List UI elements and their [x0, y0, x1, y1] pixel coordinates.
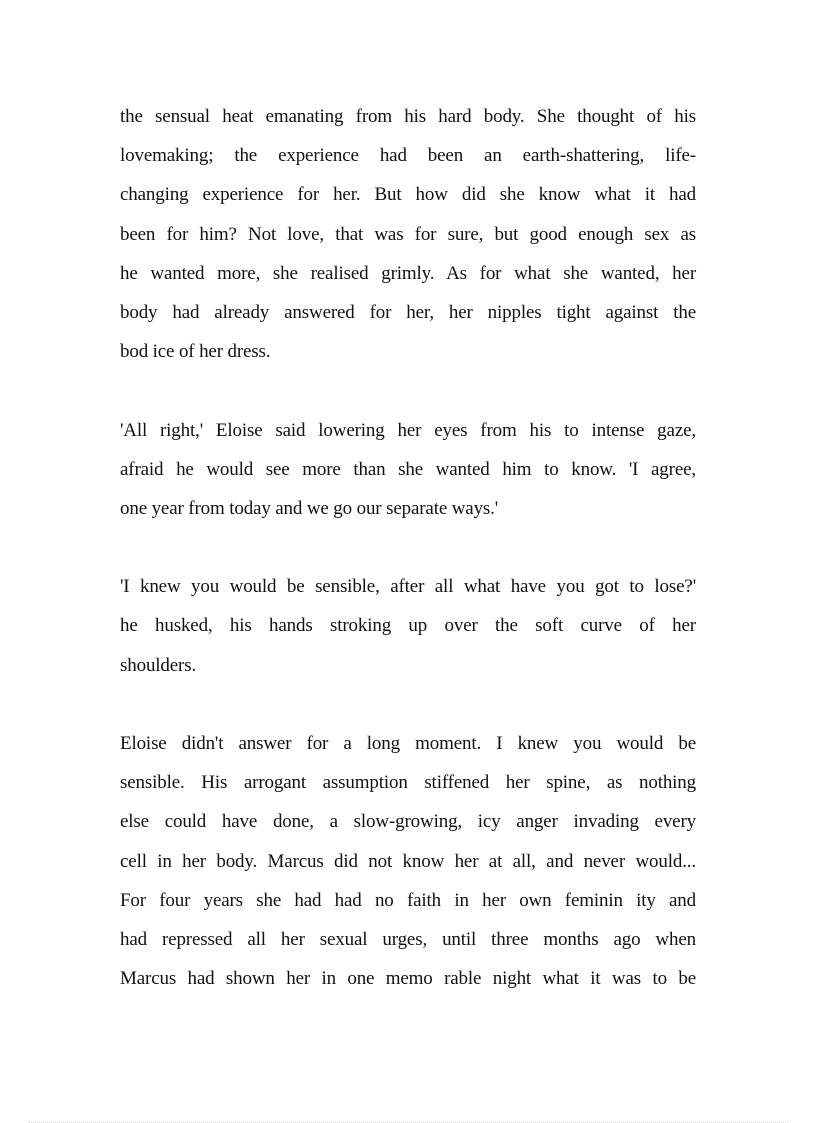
- text-line: lovemaking; the experience had been an earth-shattering, life-: [120, 145, 696, 167]
- text-line: he husked, his hands stroking up over the soft curve of her: [120, 615, 696, 637]
- text-line: cell in her body. Marcus did not know her at all, and never would...: [120, 850, 696, 872]
- body-text: [120, 97, 696, 998]
- text-line: changing experience for her. But how did she know what it had: [120, 184, 696, 206]
- paragraph-gap: [120, 371, 696, 410]
- text-line: 'All right,' Eloise said lowering her eyes from his to intense gaze,: [120, 419, 696, 441]
- text-line: he wanted more, she realised grimly. As for what she wanted, her: [120, 262, 696, 284]
- text-line: Marcus had shown her in one memo rable night what it was to be: [120, 968, 696, 990]
- text-line: one year from today and we go our separate ways.': [120, 497, 499, 519]
- paragraph-gap: [120, 685, 696, 724]
- text-line: afraid he would see more than she wanted him to know. 'I agree,: [120, 458, 696, 480]
- paragraph-gap: [120, 528, 696, 567]
- text-line: been for him? Not love, that was for sure, but good enough sex as: [120, 223, 696, 245]
- text-line: else could have done, a slow-growing, icy anger invading every: [120, 811, 696, 833]
- text-line: bod ice of her dress.: [120, 341, 271, 363]
- text-line: body had already answered for her, her nipples tight against the: [120, 301, 696, 323]
- text-line: 'I knew you would be sensible, after all what have you got to lose?': [120, 576, 696, 598]
- text-line: had repressed all her sexual urges, until three months ago when: [120, 928, 696, 950]
- text-line: sensible. His arrogant assumption stiffened her spine, as nothing: [120, 772, 696, 794]
- text-line: Eloise didn't answer for a long moment. I knew you would be: [120, 733, 696, 754]
- text-line: the sensual heat emanating from his hard body. She thought of his: [120, 106, 696, 127]
- text-line: shoulders.: [120, 654, 197, 676]
- text-line: For four years she had had no faith in her own feminin ity and: [120, 889, 696, 911]
